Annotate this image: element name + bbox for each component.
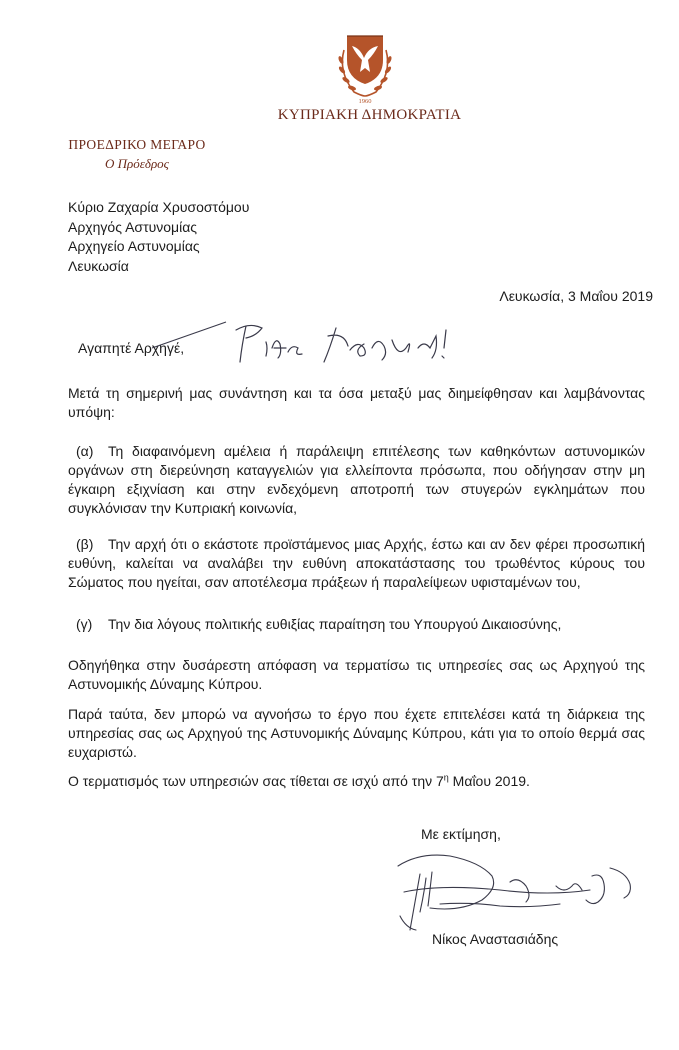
item-marker: (γ) — [76, 616, 93, 632]
addressee-office: Αρχηγείο Αστυνομίας — [68, 238, 200, 254]
coat-of-arms-icon — [330, 30, 400, 104]
list-item — [68, 615, 645, 634]
item-text: Την δια λόγους πολιτικής ευθιξίας παραίτηση του Υπουργού Δικαιοσύνης, — [108, 616, 562, 632]
letterhead-office — [62, 137, 212, 172]
addressee-block — [68, 198, 249, 276]
letterhead-republic: ΚΥΠΡΙΑΚΗ ΔΗΜΟΚΡΑΤΙΑ — [277, 107, 462, 123]
office-title: Ο Πρόεδρος — [105, 156, 169, 171]
intro-paragraph: Μετά τη σημερινή μας συνάντηση και τα όσα μεταξύ μας διημείφθησαν και λαμβάνοντας υπόψη: — [68, 385, 645, 420]
list-item — [68, 535, 645, 592]
closing: Με εκτίμηση, — [421, 826, 501, 842]
item-marker: (β) — [76, 536, 94, 552]
item-marker: (α) — [76, 443, 94, 459]
signer-name: Νίκος Αναστασιάδης — [432, 931, 559, 947]
palace-name: ΠΡΟΕΔΡΙΚΟ ΜΕΓΑΡΟ — [68, 137, 206, 152]
handwritten-greeting — [232, 318, 472, 368]
handwritten-signature — [380, 846, 640, 936]
letter-date: Λευκωσία, 3 Μαΐου 2019 — [499, 288, 653, 304]
svg-text:1960: 1960 — [358, 98, 372, 104]
termination-paragraph: Οδηγήθηκα στην δυσάρεστη απόφαση να τερματίσω τις υπηρεσίες σας ως Αρχηγού της Αστυνομικής Δύναμης Κύπρου. — [68, 657, 645, 692]
item-text: Τη διαφαινόμενη αμέλεια ή παράλειψη επιτέλεσης των καθηκόντων αστυνομικών οργάνων στη διερεύνηση καταγγελιών για ελλείποντα πρόσωπα, που οδήγησαν στην μη έγκαιρη εξιχνίαση και στην ενδεχόμενη αποτροπή των στυγερών εγκλημάτων που συγκλόνισαν την Κυπριακή κοινωνία, — [68, 443, 645, 516]
thanks-paragraph: Παρά ταύτα, δεν μπορώ να αγνοήσω το έργο που έχετε επιτελέσει κατά τη διάρκεια της υπηρεσίας σας ως Αρχηγού της Αστυνομικής Δύναμης Κύπρου, κάτι για το οποίο θερμά σας ευχαριστώ. — [68, 706, 645, 760]
list-item — [68, 442, 645, 518]
item-text: Την αρχή ότι ο εκάστοτε προϊστάμενος μιας Αρχής, έστω και αν δεν φέρει προσωπική ευθύνη, καλείται να αναλάβει την ευθύνη αποκατάστασης του τρωθέντος κύρους του Σώματος που ηγείται, σαν αποτέλεσμα πράξεων ή παραλείψεων υφισταμένων του, — [68, 536, 645, 590]
addressee-name: Κύριο Ζαχαρία Χρυσοστόμου — [68, 199, 250, 215]
addressee-title: Αρχηγός Αστυνομίας — [68, 218, 198, 235]
effective-date-paragraph: Ο τερματισμός των υπηρεσιών σας τίθεται σε ισχύ από την $7^\eta$ Μαΐου 2019. — [68, 772, 530, 789]
salutation: Αγαπητέ Αρχηγέ, — [78, 340, 185, 356]
handwritten-strike — [150, 318, 230, 354]
addressee-city: Λευκωσία — [68, 257, 129, 274]
